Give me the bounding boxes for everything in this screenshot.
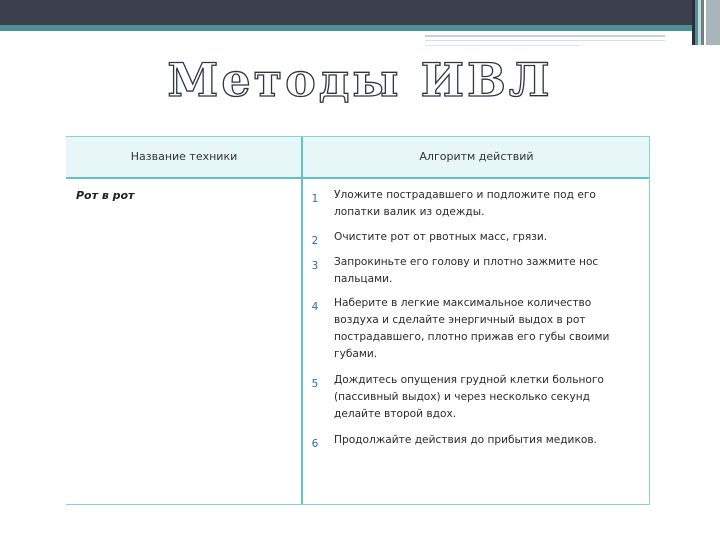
step-text: Наберите в легкие максимальное количество воздуха и сделайте энергичный выдох в рот пострадавшего, плотно прижав его губы своими губами.	[334, 297, 610, 360]
step-text: Дождитесь опущения грудной клетки больного (пассивный выдох) и через несколько секунд делайте второй вдох.	[334, 374, 604, 420]
slide-top-bar	[0, 0, 720, 25]
decorative-rule	[425, 45, 580, 46]
slide-title: Методы ИВЛ	[167, 53, 553, 107]
step-number: 1	[311, 193, 319, 205]
column-divider	[301, 137, 303, 505]
table-header-row	[66, 137, 650, 179]
step-number: 3	[311, 260, 319, 272]
step-text: Уложите пострадавшего и подложите под его лопатки валик из одежды.	[334, 189, 596, 218]
step-number: 5	[311, 378, 319, 390]
technique-name: Рот в рот	[76, 189, 135, 202]
step-number: 6	[311, 438, 319, 450]
step-text: Продолжайте действия до прибытия медиков.	[334, 434, 597, 446]
decorative-rule	[425, 35, 665, 37]
step-text: Очистите рот от рвотных масс, грязи.	[334, 231, 548, 243]
step-number: 2	[311, 235, 319, 247]
table-border	[66, 504, 650, 505]
column-header-algorithm: Алгоритм действий	[419, 150, 534, 163]
decorative-rule	[425, 40, 665, 41]
column-header-technique: Название техники	[130, 150, 238, 163]
table-border	[649, 137, 650, 505]
step-text: Запрокиньте его голову и плотно зажмите нос пальцами.	[334, 256, 599, 285]
step-number: 4	[311, 301, 319, 313]
slide-accent-stripe	[0, 25, 720, 31]
methods-table	[66, 136, 650, 505]
slide-corner-decoration	[692, 0, 720, 45]
